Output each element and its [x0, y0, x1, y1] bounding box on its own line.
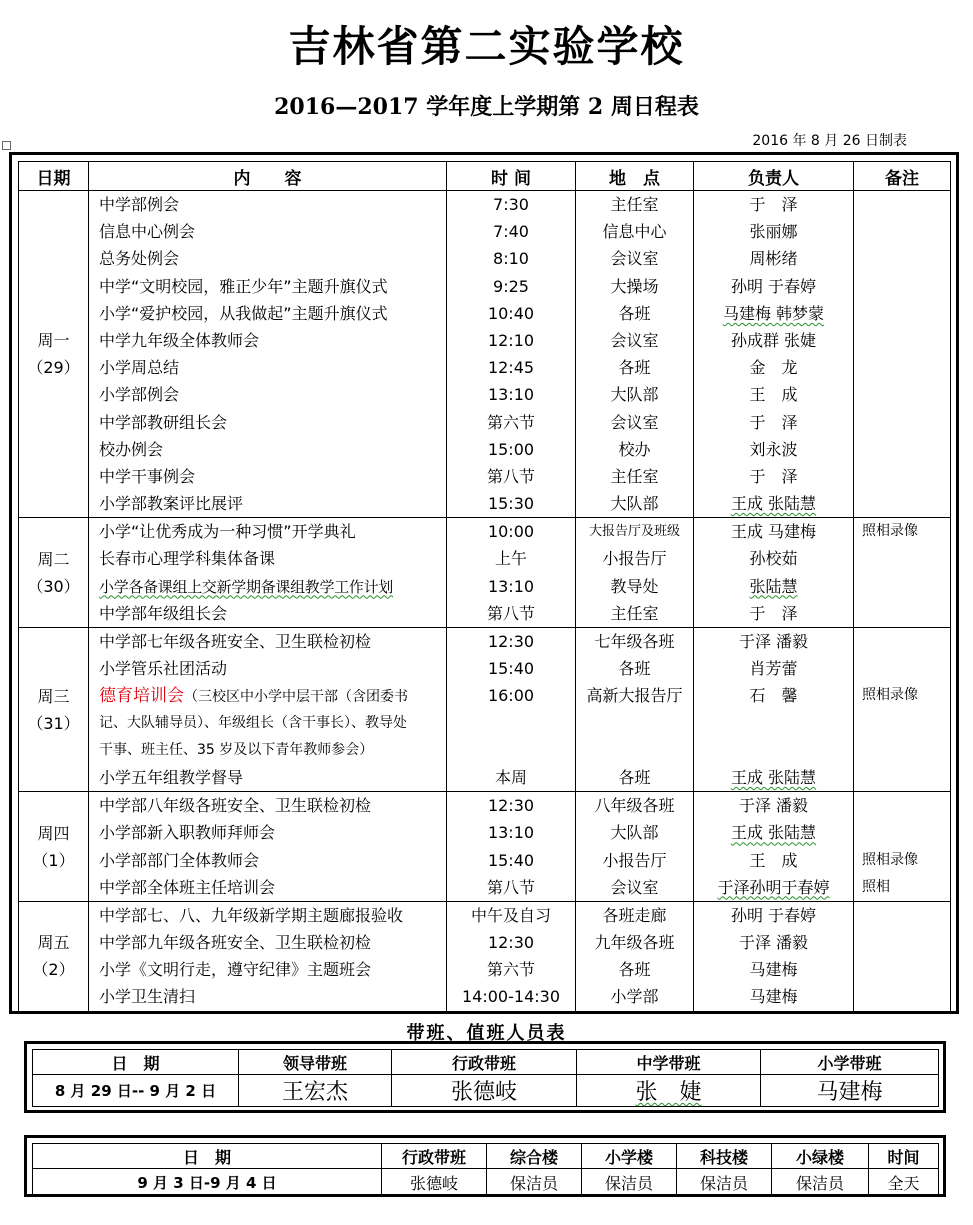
place-line: 信息中心: [602, 222, 667, 242]
note-line: 照相录像: [862, 687, 918, 704]
content-line: 中学部教研组长会: [99, 412, 228, 432]
day-cell: [19, 191, 89, 518]
person-line: 于泽 潘毅: [738, 796, 809, 816]
duty2-header-tech-building: 科技楼: [677, 1144, 772, 1169]
content-line: 小学卫生清扫: [99, 987, 196, 1007]
duty1-header-date: 日 期: [33, 1050, 239, 1075]
content-line: 校办例会: [99, 439, 164, 459]
content-cell: [89, 901, 447, 1011]
duty2-header-time: 时间: [869, 1144, 939, 1169]
person-line: 张丽娜: [749, 222, 798, 242]
place-line: 各班: [618, 659, 651, 679]
content-line: 中学部例会: [99, 195, 180, 214]
person-line: 孙明 于春婷: [730, 276, 817, 296]
person-line: 马建梅 韩梦蒙: [722, 303, 825, 323]
place-line: 教导处: [610, 576, 659, 596]
content-line: 小学部部门全体教师会: [99, 850, 260, 870]
time-line: 10:40: [487, 303, 535, 323]
note-line: 照相录像: [862, 851, 918, 868]
place-line: 各班: [618, 960, 651, 980]
person-line: 周彬绪: [749, 249, 798, 269]
day-name: 周二: [37, 549, 70, 569]
day-cell: [19, 901, 89, 1011]
day-date: （1）: [32, 850, 75, 870]
place-cell: [576, 901, 694, 1011]
day-name: 周一: [37, 331, 70, 351]
duty2-green-building: 保洁员: [772, 1169, 869, 1196]
duty2-header-complex: 综合楼: [487, 1144, 582, 1169]
person-cell: [694, 792, 854, 902]
person-line: 王成 张陆慧: [730, 823, 817, 843]
content-line: 小学周总结: [99, 358, 180, 378]
content-line: 小学管乐社团活动: [99, 659, 228, 679]
duty2-admin: 张德岐: [382, 1169, 487, 1196]
place-cell: [576, 191, 694, 518]
time-line: 第八节: [486, 603, 535, 623]
time-line: 第八节: [486, 466, 535, 486]
content-line: 干事、班主任、35 岁及以下青年教师参会）: [99, 741, 374, 758]
person-cell: [694, 518, 854, 628]
time-line: 14:00-14:30: [462, 987, 560, 1007]
time-cell: [447, 518, 576, 628]
time-line: 13:10: [487, 385, 535, 405]
header-place: 地 点: [576, 162, 694, 191]
note-cell: [854, 792, 951, 902]
note-cell: [854, 191, 951, 518]
time-line: 16:00: [487, 686, 535, 706]
time-line: 12:30: [487, 933, 535, 953]
duty-table-2: [32, 1143, 939, 1196]
day-date: （29）: [27, 358, 80, 378]
person-line: 马建梅: [749, 987, 798, 1007]
person-line: 于 泽: [749, 195, 798, 214]
content-line: 小学部例会: [99, 385, 180, 405]
place-line: 会议室: [610, 412, 659, 432]
time-line: 12:45: [487, 358, 535, 378]
place-line: 大队部: [610, 385, 659, 405]
schedule-frame: [9, 152, 959, 1014]
person-line: 于泽孙明于春婷: [717, 877, 830, 897]
content-cell: [89, 191, 447, 518]
header-date: 日期: [19, 162, 89, 191]
duty-table-1-row: [33, 1075, 939, 1107]
time-line: 12:30: [487, 796, 535, 816]
place-line: 大操场: [610, 276, 659, 296]
place-cell: [576, 628, 694, 792]
content-line: 小学“爱护校园，从我做起”主题升旗仪式: [99, 303, 388, 323]
place-line: 会议室: [610, 330, 659, 350]
place-line: 主任室: [610, 603, 659, 623]
time-cell: [447, 191, 576, 518]
person-line: 王成 马建梅: [730, 522, 817, 542]
header-note: 备注: [854, 162, 951, 191]
table-anchor-icon[interactable]: [2, 141, 11, 150]
duty-table-1-frame: [24, 1041, 946, 1113]
time-cell: [447, 901, 576, 1011]
content-line: 中学“文明校园，雅正少年”主题升旗仪式: [99, 276, 388, 296]
duty2-header-green-building: 小绿楼: [772, 1144, 869, 1169]
place-line: 七年级各班: [594, 632, 675, 651]
place-line: 大报告厅及班级: [588, 524, 680, 540]
place-line: 九年级各班: [594, 933, 675, 953]
schedule-subtitle: 2016—2017 学年度上学期第 2 周日程表: [274, 94, 699, 120]
content-cell: [89, 628, 447, 792]
person-line: 于 泽: [749, 603, 798, 623]
time-line: 12:10: [487, 330, 535, 350]
time-line: 13:10: [487, 823, 535, 843]
person-line: 金 龙: [749, 358, 798, 378]
schedule-table: [18, 161, 951, 1012]
content-line: 中学部七、八、九年级新学期主题廊报验收: [99, 905, 404, 925]
day-cell: [19, 792, 89, 902]
day-date: （31）: [27, 713, 80, 733]
training-title: 德育培训会: [99, 686, 184, 707]
day-name: 周五: [37, 933, 70, 953]
content-line: 小学部新入职教师拜师会: [99, 823, 276, 843]
person-cell: [694, 901, 854, 1011]
person-line: 于 泽: [749, 412, 798, 432]
person-line: 石 馨: [749, 686, 798, 706]
content-line: 中学干事例会: [99, 466, 196, 486]
person-line: 孙校茹: [749, 549, 798, 569]
duty-table-1-header: [33, 1050, 939, 1075]
note-cell: [854, 901, 951, 1011]
duty2-date: 9 月 3 日-9 月 4 日: [33, 1169, 382, 1196]
time-line: 上午: [494, 549, 527, 569]
person-line: 刘永波: [749, 439, 798, 459]
duty1-header-middle: 中学带班: [577, 1050, 761, 1075]
header-time: 时 间: [447, 162, 576, 191]
duty2-tech-building: 保洁员: [677, 1169, 772, 1196]
duty-table-2-header: [33, 1144, 939, 1169]
note-cell: [854, 518, 951, 628]
time-line: 10:00: [487, 522, 535, 542]
duty2-header-date: 日 期: [33, 1144, 382, 1169]
content-line: [89, 682, 446, 709]
person-line: 于泽 潘毅: [738, 933, 809, 953]
day-block-thursday: [19, 792, 951, 902]
day-cell: [19, 518, 89, 628]
content-line: 小学五年组教学督导: [99, 767, 244, 787]
person-line: 于泽 潘毅: [738, 632, 809, 651]
place-line: 主任室: [610, 466, 659, 486]
day-block-friday: [19, 901, 951, 1011]
person-line: 马建梅: [749, 960, 798, 980]
place-cell: [576, 518, 694, 628]
place-line: 各班走廊: [602, 905, 667, 925]
day-name: 周三: [37, 686, 70, 706]
time-line: 中午及自习: [470, 905, 551, 925]
place-line: 八年级各班: [594, 796, 675, 816]
duty1-date: 8 月 29 日-- 9 月 2 日: [33, 1075, 239, 1107]
content-line: 中学部全体班主任培训会: [99, 877, 276, 897]
schedule-header-row: [19, 162, 951, 191]
content-line: 中学部年级组长会: [99, 603, 228, 623]
content-line: 总务处例会: [99, 249, 180, 269]
content-line: 长春市心理学科集体备课: [99, 549, 276, 569]
place-line: 各班: [618, 358, 651, 378]
content-line: 小学部教案评比展评: [99, 494, 244, 514]
training-desc: （三校区中小学中层干部（含团委书: [184, 689, 408, 706]
day-name: 周四: [37, 823, 70, 843]
duty-table-1: [32, 1049, 939, 1107]
place-line: 会议室: [610, 249, 659, 269]
content-cell: [89, 792, 447, 902]
place-line: 会议室: [610, 877, 659, 897]
time-cell: [447, 792, 576, 902]
duty1-primary: 马建梅: [761, 1075, 939, 1107]
time-line: 15:40: [487, 850, 535, 870]
duty1-header-admin: 行政带班: [392, 1050, 577, 1075]
day-block-tuesday: [19, 518, 951, 628]
person-cell: [694, 191, 854, 518]
person-line: 张陆慧: [749, 576, 798, 596]
duty2-primary-building: 保洁员: [582, 1169, 677, 1196]
duty1-middle: 张 婕: [577, 1075, 761, 1107]
person-line: 于 泽: [749, 466, 798, 486]
day-cell: [19, 628, 89, 792]
time-cell: [447, 628, 576, 792]
header-person: 负责人: [694, 162, 854, 191]
content-line: 信息中心例会: [99, 222, 196, 242]
duty1-header-leader: 领导带班: [239, 1050, 392, 1075]
duty-table-2-row: [33, 1169, 939, 1196]
time-line: 15:40: [487, 659, 535, 679]
content-cell: [89, 518, 447, 628]
duty1-header-primary: 小学带班: [761, 1050, 939, 1075]
duty-title: 带班、值班人员表: [406, 1023, 567, 1044]
day-date: （2）: [32, 960, 75, 980]
duty2-complex: 保洁员: [487, 1169, 582, 1196]
place-cell: [576, 792, 694, 902]
time-line: 第六节: [486, 412, 535, 432]
note-line: 照相录像: [862, 523, 918, 540]
content-line: 小学“让优秀成为一种习惯”开学典礼: [99, 522, 356, 542]
time-line: 7:40: [493, 222, 529, 242]
made-date: 2016 年 8 月 26 日制表: [752, 133, 907, 149]
place-line: 校办: [618, 439, 651, 459]
note-line: 照相: [862, 878, 890, 895]
time-line: 9:25: [493, 276, 529, 296]
duty1-leader: 王宏杰: [239, 1075, 392, 1107]
duty2-time: 全天: [869, 1169, 939, 1196]
time-line: 13:10: [487, 576, 535, 596]
place-line: 小报告厅: [602, 850, 667, 870]
duty-table-2-frame: [24, 1135, 946, 1197]
place-line: 各班: [618, 767, 651, 787]
day-block-wednesday: [19, 628, 951, 792]
time-line: 15:00: [487, 439, 535, 459]
content-line: 中学部八年级各班安全、卫生联检初检: [99, 796, 372, 816]
place-line: 各班: [618, 303, 651, 323]
place-line: 主任室: [610, 195, 659, 214]
time-line: 本周: [494, 767, 527, 787]
content-line: 记、大队辅导员）、年级组长（含干事长）、教导处: [99, 714, 407, 731]
time-line: 8:10: [493, 249, 529, 269]
duty2-header-primary-building: 小学楼: [582, 1144, 677, 1169]
person-line: 王成 张陆慧: [730, 767, 817, 787]
time-line: 12:30: [487, 632, 535, 651]
content-line: 中学部九年级各班安全、卫生联检初检: [99, 933, 372, 953]
content-line: 中学部七年级各班安全、卫生联检初检: [99, 632, 372, 651]
note-cell: [854, 628, 951, 792]
day-date: （30）: [27, 576, 80, 596]
person-line: 王成 张陆慧: [730, 494, 817, 514]
content-line: 中学九年级全体教师会: [99, 330, 260, 350]
time-line: 第八节: [486, 877, 535, 897]
time-line: 7:30: [493, 195, 529, 214]
time-line: 15:30: [487, 494, 535, 514]
place-line: 高新大报告厅: [586, 686, 683, 706]
day-block-monday: [19, 191, 951, 518]
place-line: 小学部: [610, 987, 659, 1007]
duty2-header-admin: 行政带班: [382, 1144, 487, 1169]
content-line: 小学《文明行走，遵守纪律》主题班会: [99, 960, 372, 980]
person-cell: [694, 628, 854, 792]
person-line: 肖芳蕾: [749, 659, 798, 679]
person-line: 孙成群 张婕: [730, 330, 817, 350]
place-line: 大队部: [610, 823, 659, 843]
place-line: 大队部: [610, 494, 659, 514]
school-title: 吉林省第二实验学校: [288, 22, 685, 71]
header-content: 内 容: [89, 162, 447, 191]
time-line: 第六节: [486, 960, 535, 980]
place-line: 小报告厅: [602, 549, 667, 569]
person-line: 孙明 于春婷: [730, 905, 817, 925]
person-line: 王 成: [749, 850, 798, 870]
person-line: 王 成: [749, 385, 798, 405]
content-line: 小学各备课组上交新学期备课组教学工作计划: [99, 577, 394, 596]
duty1-admin: 张德岐: [392, 1075, 577, 1107]
